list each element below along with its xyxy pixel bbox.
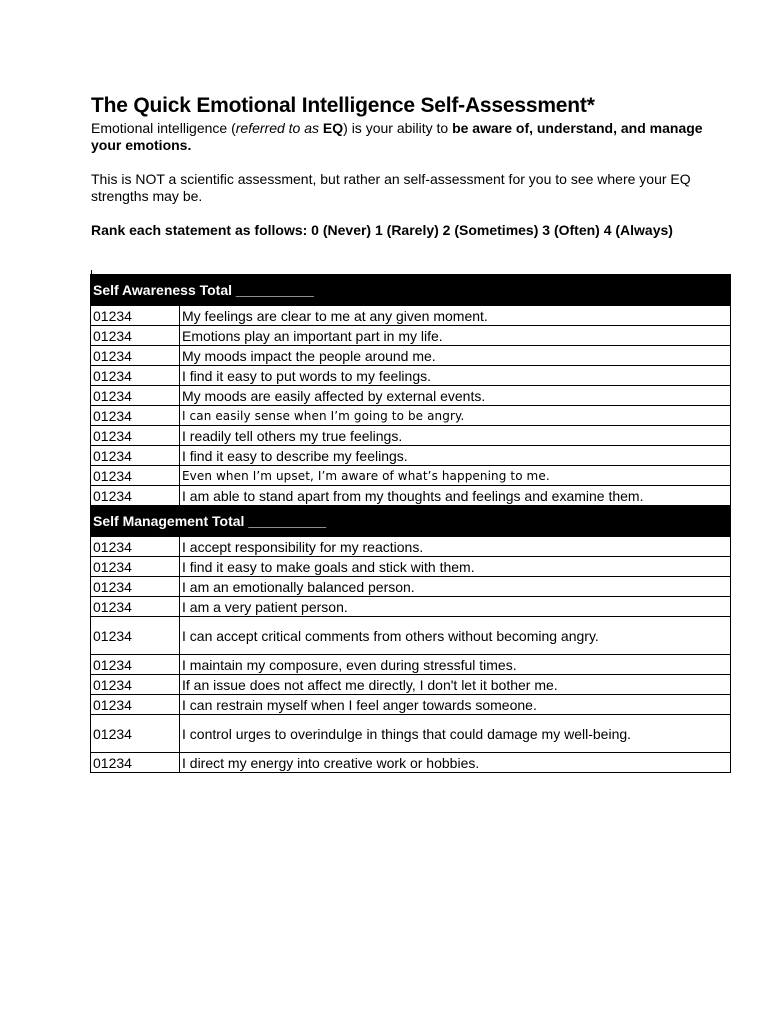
score-options[interactable]: 01234 <box>91 695 180 715</box>
table-row <box>91 597 731 617</box>
table-row <box>91 675 731 695</box>
document-page <box>91 92 731 239</box>
score-options[interactable]: 01234 <box>91 446 180 466</box>
statement-text: I find it easy to put words to my feelings. <box>180 366 731 386</box>
statement-text: I find it easy to make goals and stick with them. <box>180 557 731 577</box>
statement-text: I maintain my composure, even during stressful times. <box>180 655 731 675</box>
statement-text: I can restrain myself when I feel anger towards someone. <box>180 695 731 715</box>
score-options[interactable]: 01234 <box>91 406 180 426</box>
table-row <box>91 346 731 366</box>
table-row <box>91 753 731 773</box>
table-row <box>91 426 731 446</box>
score-options[interactable]: 01234 <box>91 466 180 486</box>
score-options[interactable]: 01234 <box>91 486 180 506</box>
score-options[interactable]: 01234 <box>91 655 180 675</box>
table-row <box>91 655 731 675</box>
page-title: The Quick Emotional Intelligence Self-Assessment* <box>91 94 595 117</box>
statement-text: I can accept critical comments from others without becoming angry. <box>180 617 731 655</box>
table-row <box>91 326 731 346</box>
statement-text: My feelings are clear to me at any given moment. <box>180 306 731 326</box>
table-row <box>91 537 731 557</box>
table-row <box>91 486 731 506</box>
table-row <box>91 577 731 597</box>
statement-text: I can easily sense when I’m going to be angry. <box>180 406 731 426</box>
statement-text: I readily tell others my true feelings. <box>180 426 731 446</box>
intro-text-eq: EQ <box>319 120 344 136</box>
statement-text: I find it easy to describe my feelings. <box>180 446 731 466</box>
statement-text: My moods impact the people around me. <box>180 346 731 366</box>
table-row <box>91 695 731 715</box>
intro-text-1: Emotional intelligence ( <box>91 120 236 136</box>
table-row <box>91 617 731 655</box>
statement-text: I control urges to overindulge in things that could damage my well-being. <box>180 715 731 753</box>
table-row <box>91 446 731 466</box>
section-header-self-management <box>91 506 731 537</box>
score-options[interactable]: 01234 <box>91 537 180 557</box>
score-options[interactable]: 01234 <box>91 597 180 617</box>
table-row <box>91 406 731 426</box>
statement-text: My moods are easily affected by external events. <box>180 386 731 406</box>
score-options[interactable]: 01234 <box>91 326 180 346</box>
statement-text: I direct my energy into creative work or hobbies. <box>180 753 731 773</box>
score-options[interactable]: 01234 <box>91 753 180 773</box>
section-title: Self Management Total __________ <box>91 506 731 537</box>
section-title: Self Awareness Total __________ <box>91 275 731 306</box>
ranking-instruction: Rank each statement as follows: 0 (Never) 1 (Rarely) 2 (Sometimes) 3 (Often) 4 (Always) <box>91 222 673 238</box>
statement-text: I am a very patient person. <box>180 597 731 617</box>
score-options[interactable]: 01234 <box>91 617 180 655</box>
statement-text: Even when I’m upset, I’m aware of what’s happening to me. <box>180 466 731 486</box>
score-options[interactable]: 01234 <box>91 386 180 406</box>
table-row <box>91 386 731 406</box>
statement-text: I accept responsibility for my reactions. <box>180 537 731 557</box>
score-options[interactable]: 01234 <box>91 675 180 695</box>
score-options[interactable]: 01234 <box>91 577 180 597</box>
section-header-self-awareness <box>91 275 731 306</box>
intro-paragraph <box>91 120 731 154</box>
intro-text-bold: be aware of, understand, and manage your emotions. <box>91 120 703 153</box>
statement-text: I am able to stand apart from my thoughts and feelings and examine them. <box>180 486 731 506</box>
table-row <box>91 715 731 753</box>
statement-text: I am an emotionally balanced person. <box>180 577 731 597</box>
score-options[interactable]: 01234 <box>91 557 180 577</box>
score-options[interactable]: 01234 <box>91 346 180 366</box>
disclaimer-paragraph: This is NOT a scientific assessment, but rather an self-assessment for you to see where your EQ strengths may be. <box>91 171 691 204</box>
statement-text: Emotions play an important part in my life. <box>180 326 731 346</box>
table-row <box>91 466 731 486</box>
intro-text-2: ) is your ability to <box>343 120 453 136</box>
table-row <box>91 366 731 386</box>
statement-text: If an issue does not affect me directly, I don't let it bother me. <box>180 675 731 695</box>
score-options[interactable]: 01234 <box>91 366 180 386</box>
score-options[interactable]: 01234 <box>91 715 180 753</box>
assessment-table <box>90 274 731 773</box>
table-row <box>91 557 731 577</box>
table-row <box>91 306 731 326</box>
score-options[interactable]: 01234 <box>91 306 180 326</box>
score-options[interactable]: 01234 <box>91 426 180 446</box>
intro-text-italic: referred to as <box>235 120 320 136</box>
